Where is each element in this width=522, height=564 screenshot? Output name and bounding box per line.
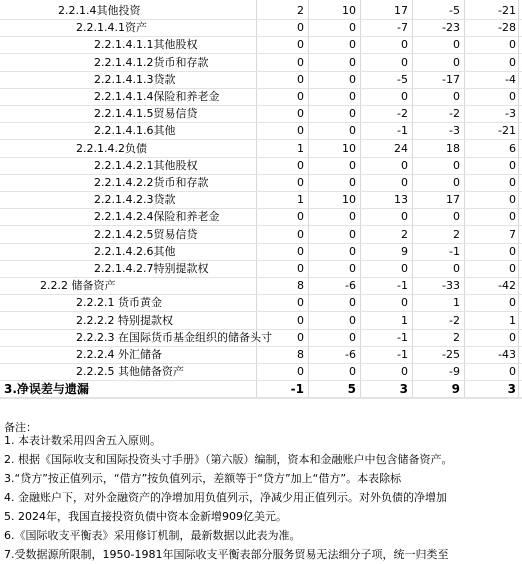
value-cell: 10 (342, 141, 356, 155)
value-cell: 0 (297, 210, 304, 224)
value-cell: 24 (394, 141, 408, 155)
value-cell: 0 (297, 227, 304, 241)
value-cell: 3 (507, 382, 516, 397)
value-cell: 0 (401, 365, 408, 379)
row-label: 2.2.1.4.1.4保险和养老金 (94, 90, 220, 103)
table-row (0, 122, 522, 140)
table-row (0, 157, 522, 175)
value-cell: 2 (297, 4, 304, 17)
value-cell: 3 (399, 382, 408, 397)
value-cell: 17 (446, 193, 460, 207)
value-cell: -7 (397, 21, 408, 35)
table-row (0, 294, 522, 312)
value-cell: 7 (509, 227, 516, 241)
value-cell: 18 (446, 141, 460, 155)
table-row (0, 2, 522, 20)
value-cell: -1 (397, 348, 408, 361)
value-cell: -23 (442, 21, 460, 35)
row-label: 2.2.2.2 特别提款权 (76, 313, 173, 327)
value-cell: 1 (509, 313, 516, 327)
value-cell: 0 (349, 90, 356, 103)
value-cell: 0 (297, 107, 304, 121)
value-cell: 0 (297, 296, 304, 310)
value-cell: 0 (349, 262, 356, 275)
value-cell: 0 (349, 21, 356, 35)
value-cell: 0 (349, 38, 356, 52)
row-label: 2.2.1.4.1.5贸易信贷 (94, 107, 198, 121)
value-cell: -2 (397, 107, 408, 121)
value-cell: 0 (349, 244, 356, 258)
value-cell: 0 (401, 90, 408, 103)
note-line: 2. 根据《国际收支和国际投资头寸手册》（第六版）编制，资本和金融账户中包含储备资产。 (4, 453, 453, 466)
value-cell: -17 (442, 72, 460, 86)
value-cell: 2 (401, 227, 408, 241)
value-cell: -3 (505, 107, 516, 121)
table-row (0, 54, 522, 72)
value-cell: 0 (401, 55, 408, 69)
row-label: 2.2.1.4.1.2货币和存款 (94, 55, 209, 69)
row-label: 2.2.1.4.2.3贷款 (94, 193, 176, 207)
table-row (0, 312, 522, 330)
value-cell: -28 (498, 21, 516, 35)
value-cell: 0 (509, 158, 516, 172)
value-cell: 10 (342, 193, 356, 207)
value-cell: 0 (297, 313, 304, 327)
table-row (0, 346, 522, 364)
value-cell: 0 (509, 244, 516, 258)
value-cell: 0 (297, 330, 304, 344)
value-cell: 0 (509, 365, 516, 379)
value-cell: 0 (297, 55, 304, 69)
table-row (0, 88, 522, 106)
value-cell: -4 (505, 72, 516, 86)
value-cell: -1 (397, 330, 408, 344)
value-cell: 0 (401, 210, 408, 224)
value-cell: -1 (449, 244, 460, 258)
value-cell: -2 (449, 313, 460, 327)
value-cell: -21 (498, 124, 516, 138)
value-cell: 0 (349, 365, 356, 379)
value-cell: 0 (349, 72, 356, 86)
value-cell: 0 (453, 262, 460, 275)
table-row (0, 105, 522, 123)
table-row (0, 208, 522, 226)
value-cell: 0 (453, 210, 460, 224)
value-cell: 0 (349, 55, 356, 69)
value-cell: -43 (498, 348, 516, 361)
value-cell: 0 (349, 296, 356, 310)
value-cell: 0 (453, 176, 460, 189)
value-cell: 0 (349, 313, 356, 327)
value-cell: 8 (297, 279, 304, 293)
note-line: 6.《国际收支平衡表》采用修订机制，最新数据以此表为准。 (4, 529, 301, 542)
value-cell: -1 (290, 382, 304, 397)
row-label: 2.2.1.4.2.7特别提款权 (94, 262, 209, 275)
value-cell: 5 (347, 382, 356, 397)
value-cell: 0 (297, 38, 304, 52)
table-row (0, 277, 522, 295)
value-cell: 0 (349, 227, 356, 241)
value-cell: -5 (397, 72, 408, 86)
value-cell: 0 (509, 38, 516, 52)
value-cell: 1 (297, 193, 304, 207)
value-cell: -25 (442, 348, 460, 361)
value-cell: 9 (451, 382, 460, 397)
value-cell: -6 (345, 348, 356, 361)
value-cell: 0 (297, 21, 304, 35)
value-cell: 0 (401, 262, 408, 275)
value-cell: 0 (509, 330, 516, 344)
value-cell: 0 (297, 262, 304, 275)
value-cell: 13 (394, 193, 408, 207)
row-label: 2.2.1.4其他投资 (58, 4, 141, 17)
value-cell: 0 (509, 176, 516, 189)
value-cell: 0 (401, 176, 408, 189)
value-cell: 2 (453, 330, 460, 344)
table-bottom-border (0, 398, 522, 399)
value-cell: 0 (297, 244, 304, 258)
value-cell: 0 (453, 158, 460, 172)
value-cell: 0 (453, 38, 460, 52)
table-row (0, 260, 522, 278)
value-cell: 0 (509, 262, 516, 275)
value-cell: -1 (397, 279, 408, 293)
value-cell: 0 (297, 365, 304, 379)
row-label: 3.净误差与遗漏 (4, 382, 89, 397)
value-cell: -2 (449, 107, 460, 121)
value-cell: 0 (349, 176, 356, 189)
value-cell: -42 (498, 279, 516, 293)
value-cell: 17 (394, 4, 408, 17)
value-cell: 0 (401, 38, 408, 52)
value-cell: 1 (297, 141, 304, 155)
row-label: 2.2.1.4.1.3贷款 (94, 72, 176, 86)
note-line: 4. 金融账户下，对外金融资产的净增加用负值列示，净减少用正值列示。对外负债的净增加 (4, 491, 447, 504)
table-row (0, 19, 522, 37)
value-cell: 2 (453, 227, 460, 241)
value-cell: 0 (349, 330, 356, 344)
row-label: 2.2.2.3 在国际货币基金组织的储备头寸 (76, 330, 272, 344)
value-cell: -3 (449, 124, 460, 138)
value-cell: 0 (297, 124, 304, 138)
value-cell: 8 (297, 348, 304, 361)
value-cell: 0 (349, 210, 356, 224)
value-cell: 9 (401, 244, 408, 258)
value-cell: 0 (401, 158, 408, 172)
value-cell: 0 (349, 107, 356, 121)
value-cell: 0 (297, 90, 304, 103)
row-label: 2.2.1.4.2.4保险和养老金 (94, 210, 220, 224)
value-cell: 0 (453, 55, 460, 69)
value-cell: -9 (449, 365, 460, 379)
value-cell: 0 (297, 72, 304, 86)
value-cell: 0 (509, 55, 516, 69)
value-cell: 0 (349, 158, 356, 172)
row-label: 2.2.1.4.2.5贸易信贷 (94, 227, 198, 241)
value-cell: 0 (509, 193, 516, 207)
value-cell: 1 (453, 296, 460, 310)
note-line: 1. 本表计数采用四舍五入原则。 (4, 434, 161, 447)
notes-title: 备注： (4, 421, 37, 434)
value-cell: 1 (401, 313, 408, 327)
table-row (0, 226, 522, 244)
value-cell: -33 (442, 279, 460, 293)
table-row (0, 191, 522, 209)
row-label: 2.2.2.5 其他储备资产 (76, 365, 184, 379)
value-cell: 6 (509, 141, 516, 155)
value-cell: 0 (349, 124, 356, 138)
row-label: 2.2.2.4 外汇储备 (76, 348, 162, 361)
row-label: 2.2.1.4.1.1其他股权 (94, 38, 198, 52)
table-row (0, 71, 522, 89)
row-label: 2.2.2 储备资产 (40, 279, 116, 293)
value-cell: 0 (509, 210, 516, 224)
row-label: 2.2.1.4.2负债 (76, 141, 147, 155)
row-label: 2.2.1.4.2.2货币和存款 (94, 176, 209, 189)
value-cell: 0 (297, 176, 304, 189)
table-row (0, 363, 522, 381)
value-cell: 0 (297, 158, 304, 172)
row-label: 2.2.1.4.1资产 (76, 21, 147, 35)
value-cell: 0 (453, 90, 460, 103)
row-label: 2.2.1.4.1.6其他 (94, 124, 176, 138)
value-cell: 0 (509, 296, 516, 310)
note-line: 5. 2024年，我国直接投资负债中资本金新增909亿美元。 (4, 510, 287, 523)
value-cell: 10 (342, 4, 356, 17)
value-cell: 0 (401, 296, 408, 310)
note-line: 7.受数据源所限制，1950-1981年国际收支平衡表部分服务贸易无法细分子项，统一归类至 (4, 548, 449, 561)
value-cell: -6 (345, 279, 356, 293)
value-cell: -1 (397, 124, 408, 138)
row-label: 2.2.2.1 货币黄金 (76, 296, 162, 310)
table-row (0, 243, 522, 261)
table-row (0, 174, 522, 192)
row-label: 2.2.1.4.2.6其他 (94, 244, 176, 258)
row-label: 2.2.1.4.2.1其他股权 (94, 158, 198, 172)
table-row (0, 140, 522, 158)
table-row (0, 380, 522, 398)
note-line: 3.“贷方”按正值列示，“借方”按负值列示，差额等于“贷方”加上“借方”。本表除标 (4, 472, 402, 485)
value-cell: -21 (498, 4, 516, 17)
value-cell: 0 (509, 90, 516, 103)
value-cell: -5 (449, 4, 460, 17)
table-row (0, 329, 522, 347)
table-row (0, 36, 522, 54)
